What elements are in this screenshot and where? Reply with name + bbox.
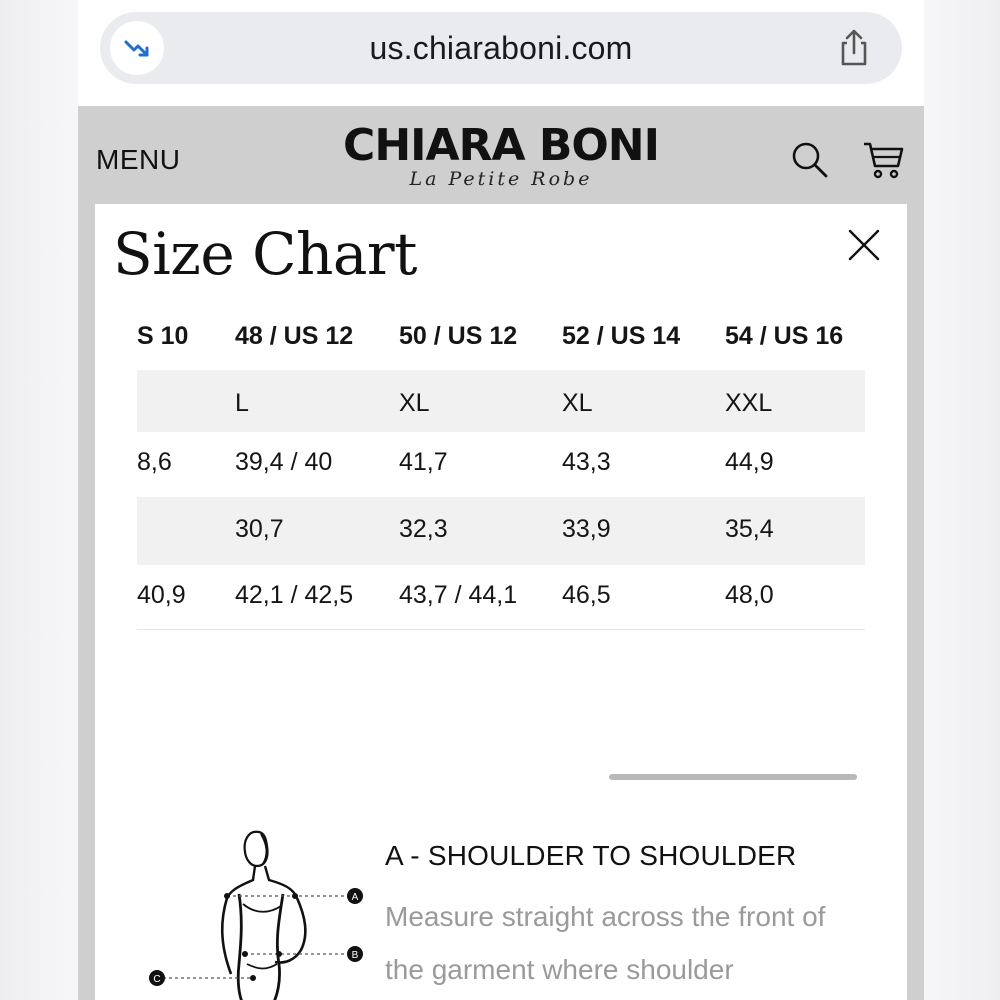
table-row [137,432,865,497]
menu-button[interactable]: MENU [96,144,181,175]
url-text[interactable]: us.chiaraboni.com [369,30,633,66]
column-header: 50 / US 12 [399,322,518,350]
table-cell: 40,9 [137,581,186,609]
size-table[interactable] [137,308,865,630]
cart-icon[interactable] [862,140,906,180]
table-cell: L [235,389,249,417]
table-cell: 8,6 [137,448,172,476]
table-cell: 32,3 [399,515,448,543]
table-cell: 41,7 [399,448,448,476]
measurement-description: Measure straight across the front of the garment where shoulder [385,901,826,985]
modal-backdrop [78,204,924,1000]
marker-c: C [153,974,161,985]
table-row [137,565,865,630]
share-icon[interactable] [834,28,874,68]
size-chart-modal [95,204,907,1000]
table-cell: 39,4 / 40 [235,448,333,476]
table-cell: XL [399,389,430,417]
table-cell: XXL [725,389,773,417]
measurement-title: A - SHOULDER TO SHOULDER [385,840,797,871]
marker-a: A [351,892,359,903]
column-header: 48 / US 12 [235,322,354,350]
horizontal-scrollbar[interactable] [609,774,857,780]
column-header: S 10 [137,322,189,350]
table-cell: 42,1 / 42,5 [235,581,354,609]
column-header: 54 / US 16 [725,322,844,350]
table-cell: XL [562,389,593,417]
body-measurement-figure [135,824,375,1000]
table-cell: 48,0 [725,581,774,609]
marker-b: B [351,950,359,961]
brand-logo[interactable]: CHIARA BONI [343,120,659,171]
browser-viewport [78,0,924,1000]
table-row [137,370,865,432]
close-icon[interactable] [847,228,881,262]
site-header [78,106,924,204]
search-icon[interactable] [790,140,830,180]
column-header: 52 / US 14 [562,322,681,350]
table-row [137,497,865,565]
table-cell: 35,4 [725,515,774,543]
table-cell: 46,5 [562,581,611,609]
table-cell: 43,7 / 44,1 [399,581,518,609]
table-header-row [137,308,865,370]
table-cell: 30,7 [235,515,284,543]
background-right [924,0,1000,1000]
address-bar[interactable] [100,12,902,84]
table-cell: 33,9 [562,515,611,543]
table-cell: 44,9 [725,448,774,476]
background-left [0,0,78,1000]
brand-tagline: La Petite Robe [409,168,593,190]
modal-title: Size Chart [113,220,417,288]
table-cell: 43,3 [562,448,611,476]
